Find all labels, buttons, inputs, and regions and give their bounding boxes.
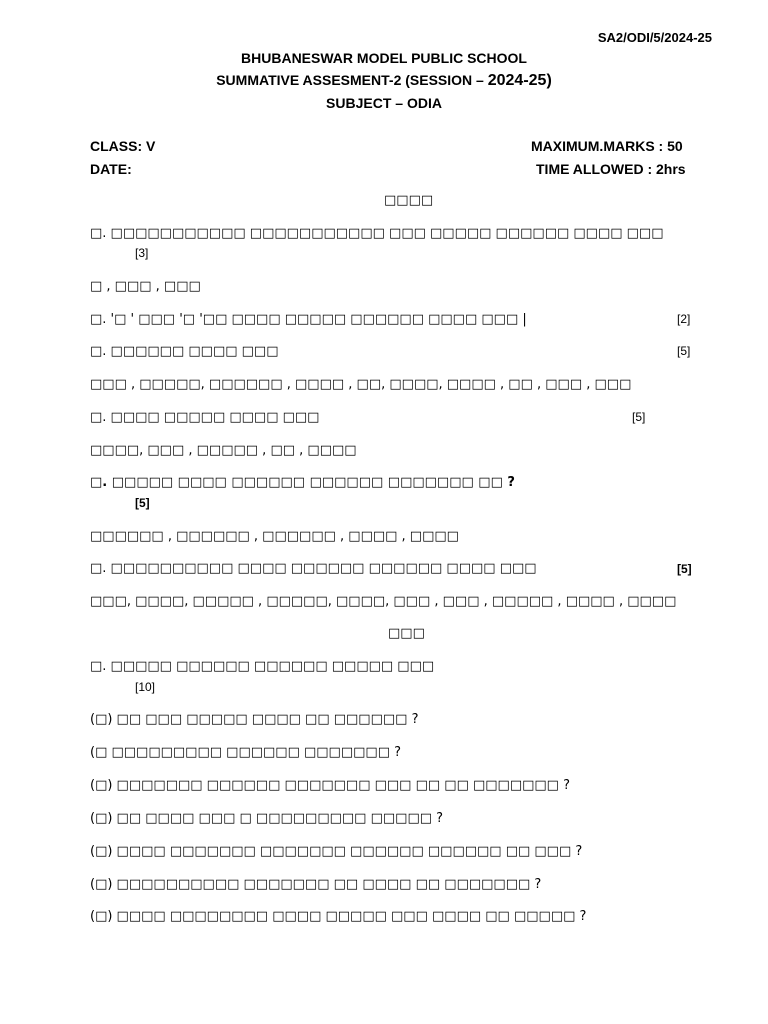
time-allowed: TIME ALLOWED : 2hrs — [536, 161, 686, 177]
document-code: SA2/ODI/5/2024-25 — [597, 30, 712, 45]
question-2: □. '□ ' □□□ '□ '□□ □□□□ □□□□□ □□□□□□ □□□□ □□□ | — [90, 312, 527, 327]
class-label: CLASS: V — [90, 138, 156, 154]
date-label: DATE: — [90, 161, 132, 177]
question-5-marks: [5] — [135, 496, 150, 510]
sub-question-6: (□) □□□□□□□□□□ □□□□□□□ □□ □□□□ □□ □□□□□□□ ? — [90, 877, 542, 892]
max-marks: MAXIMUM.MARKS : 50 — [531, 138, 683, 154]
sub-question-7: (□) □□□□ □□□□□□□□ □□□□ □□□□□ □□□ □□□□ □□ □□□□□ ? — [90, 909, 587, 924]
question-6-answer-words: □□□, □□□□, □□□□□ , □□□□□, □□□□, □□□ , □□□ , □□□□□ , □□□□ , □□□□ — [90, 594, 677, 609]
section-a-heading: □□□□ — [384, 193, 434, 208]
question-4-marks: [5] — [632, 410, 646, 424]
section-b-heading: □□□ — [388, 626, 425, 641]
question-7: □. □□□□□ □□□□□□ □□□□□□ □□□□□ □□□ — [90, 659, 435, 674]
question-1: □. □□□□□□□□□□□ □□□□□□□□□□□ □□□ □□□□□ □□□□□□ □□□□ □□□ — [90, 226, 664, 241]
sub-question-3: (□) □□□□□□□ □□□□□□ □□□□□□□ □□□ □□ □□ □□□□□□□ ? — [90, 778, 570, 793]
sub-question-4: (□) □□ □□□□ □□□ □ □□□□□□□□□ □□□□□ ? — [90, 811, 444, 826]
question-2-marks: [2] — [677, 312, 691, 326]
question-3-marks: [5] — [677, 344, 691, 358]
question-5-answer-words: □□□□□□ , □□□□□□ , □□□□□□ , □□□□ , □□□□ — [90, 529, 459, 544]
subject-line: SUBJECT – ODIA — [326, 95, 442, 111]
exam-title: SUMMATIVE ASSESMENT-2 (SESSION – 2024-25) — [216, 72, 552, 89]
question-3: □. □□□□□□ □□□□ □□□ — [90, 344, 279, 359]
question-1-answer-words: □ , □□□ , □□□ — [90, 279, 201, 294]
question-3-answer-words: □□□ , □□□□□, □□□□□□ , □□□□ , □□, □□□□, □□□□ , □□ , □□□ , □□□ — [90, 377, 632, 392]
question-6-marks: [5] — [677, 562, 692, 576]
question-4-answer-words: □□□□, □□□ , □□□□□ , □□ , □□□□ — [90, 443, 357, 458]
sub-question-1: (□) □□ □□□ □□□□□ □□□□ □□ □□□□□□ ? — [90, 712, 419, 727]
question-4: □. □□□□ □□□□□ □□□□ □□□ — [90, 410, 320, 425]
school-name: BHUBANESWAR MODEL PUBLIC SCHOOL — [241, 50, 527, 66]
sub-question-5: (□) □□□□ □□□□□□□ □□□□□□□ □□□□□□ □□□□□□ □□ □□□ ? — [90, 844, 583, 859]
question-5: □. □□□□□ □□□□ □□□□□□ □□□□□□ □□□□□□□ □□ ? — [90, 475, 515, 490]
sub-question-2: (□ □□□□□□□□□ □□□□□□ □□□□□□□ ? — [90, 745, 402, 760]
question-6: □. □□□□□□□□□□ □□□□ □□□□□□ □□□□□□ □□□□ □□□ — [90, 561, 537, 576]
question-1-marks: [3] — [135, 246, 149, 260]
question-7-marks: [10] — [135, 680, 156, 694]
